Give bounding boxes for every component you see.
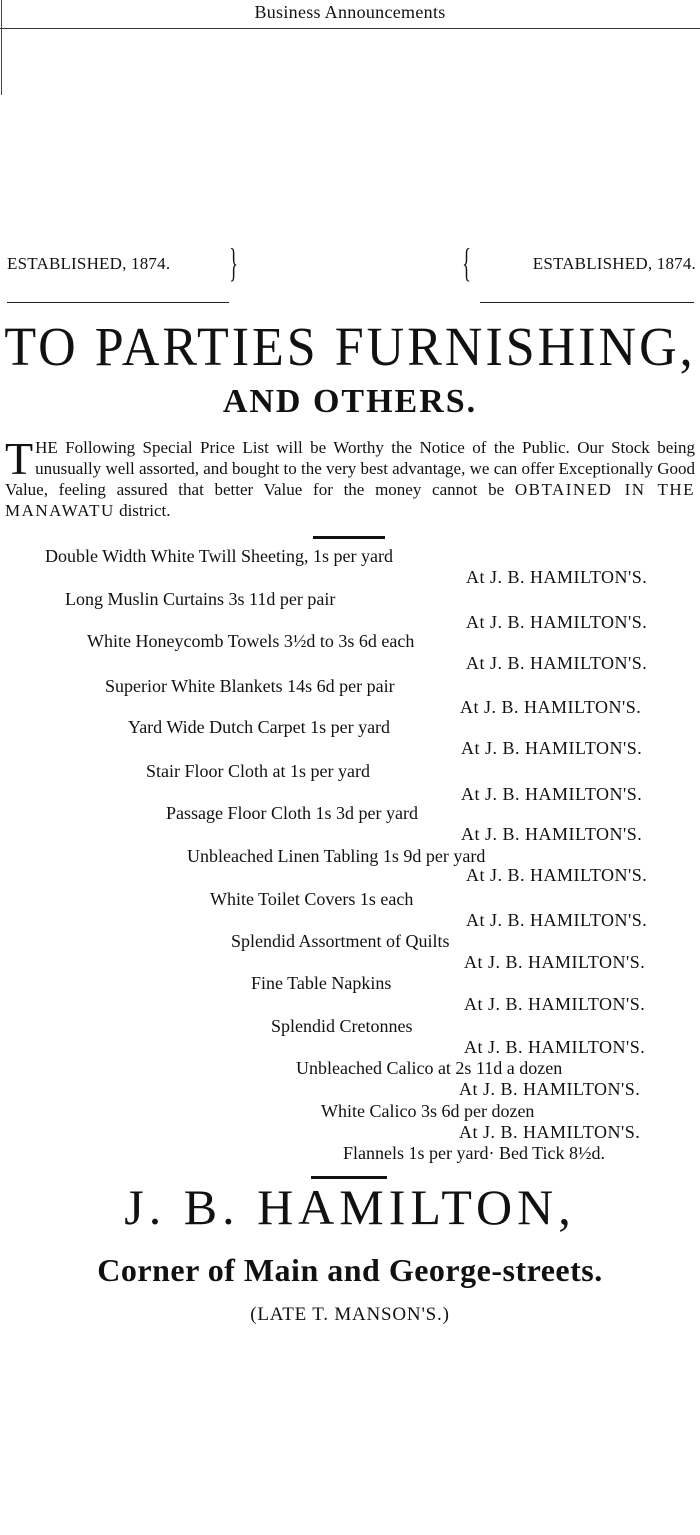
established-rule-left	[7, 302, 229, 303]
header-rule	[0, 28, 700, 29]
list-item: Superior White Blankets 14s 6d per pair	[105, 676, 395, 696]
list-item-vendor: At J. B. HAMILTON'S.	[461, 824, 643, 844]
list-item: White Toilet Covers 1s each	[210, 889, 414, 909]
list-item: Splendid Cretonnes	[271, 1016, 413, 1036]
column-rule	[1, 0, 2, 95]
list-item: Yard Wide Dutch Carpet 1s per yard	[128, 717, 391, 737]
subheadline: AND OTHERS.	[222, 383, 478, 420]
list-item-vendor: At J. B. HAMILTON'S.	[460, 697, 642, 717]
list-item-vendor: At J. B. HAMILTON'S.	[466, 612, 648, 632]
established-left: ESTABLISHED, 1874.	[7, 254, 171, 273]
final-item: Flannels 1s per yard· Bed Tick 8½d.	[343, 1143, 605, 1163]
firm-address: Corner of Main and George-streets.	[97, 1252, 603, 1288]
intro-text-tail: district.	[114, 501, 171, 520]
firm-name: J. B. HAMILTON,	[124, 1179, 576, 1235]
list-item: Unbleached Calico at 2s 11d a dozen	[296, 1058, 563, 1078]
list-item: Long Muslin Curtains 3s 11d per pair	[65, 589, 336, 609]
headline: TO PARTIES FURNISHING,	[4, 317, 696, 378]
list-item-vendor: At J. B. HAMILTON'S.	[466, 865, 648, 885]
established-right: ESTABLISHED, 1874.	[532, 254, 696, 273]
divider-rule	[313, 536, 385, 539]
former-owner: (LATE T. MANSON'S.)	[250, 1304, 450, 1325]
intro-text-lead: HE Following Special Price List will be Worthy the Notice of the Public. Our Stock being unusually well assorted, and bought to the very best advantage, we can offer Exceptionally Good Value, feeling assured that better Value for the money cannot be	[5, 438, 695, 499]
list-item-vendor: At J. B. HAMILTON'S.	[466, 653, 648, 673]
list-item: Double Width White Twill Sheeting, 1s per yard	[45, 546, 393, 566]
brace-right-icon: {	[462, 240, 471, 285]
list-item: Fine Table Napkins	[251, 973, 392, 993]
list-item-vendor: At J. B. HAMILTON'S.	[466, 567, 648, 587]
list-item: Splendid Assortment of Quilts	[231, 931, 450, 951]
established-rule-right	[480, 302, 694, 303]
list-item-vendor: At J. B. HAMILTON'S.	[459, 1122, 641, 1142]
intro-text-caps: OBTAINED IN THE MANAWATU	[5, 480, 695, 520]
list-item: White Honeycomb Towels 3½d to 3s 6d each	[87, 631, 415, 651]
list-item: Passage Floor Cloth 1s 3d per yard	[166, 803, 418, 823]
list-item-vendor: At J. B. HAMILTON'S.	[461, 738, 643, 758]
drop-cap: T	[5, 433, 34, 484]
list-item-vendor: At J. B. HAMILTON'S.	[466, 910, 648, 930]
list-item: Unbleached Linen Tabling 1s 9d per yard	[187, 846, 486, 866]
list-item-vendor: At J. B. HAMILTON'S.	[464, 952, 646, 972]
list-item-vendor: At J. B. HAMILTON'S.	[464, 994, 646, 1014]
list-item-vendor: At J. B. HAMILTON'S.	[461, 784, 643, 804]
list-item: Stair Floor Cloth at 1s per yard	[146, 761, 370, 781]
section-header: Business Announcements	[254, 2, 446, 22]
list-item-vendor: At J. B. HAMILTON'S.	[459, 1079, 641, 1099]
list-item: White Calico 3s 6d per dozen	[321, 1101, 535, 1121]
intro-paragraph	[5, 433, 695, 521]
brace-left-icon: }	[229, 240, 238, 285]
list-item-vendor: At J. B. HAMILTON'S.	[464, 1037, 646, 1057]
